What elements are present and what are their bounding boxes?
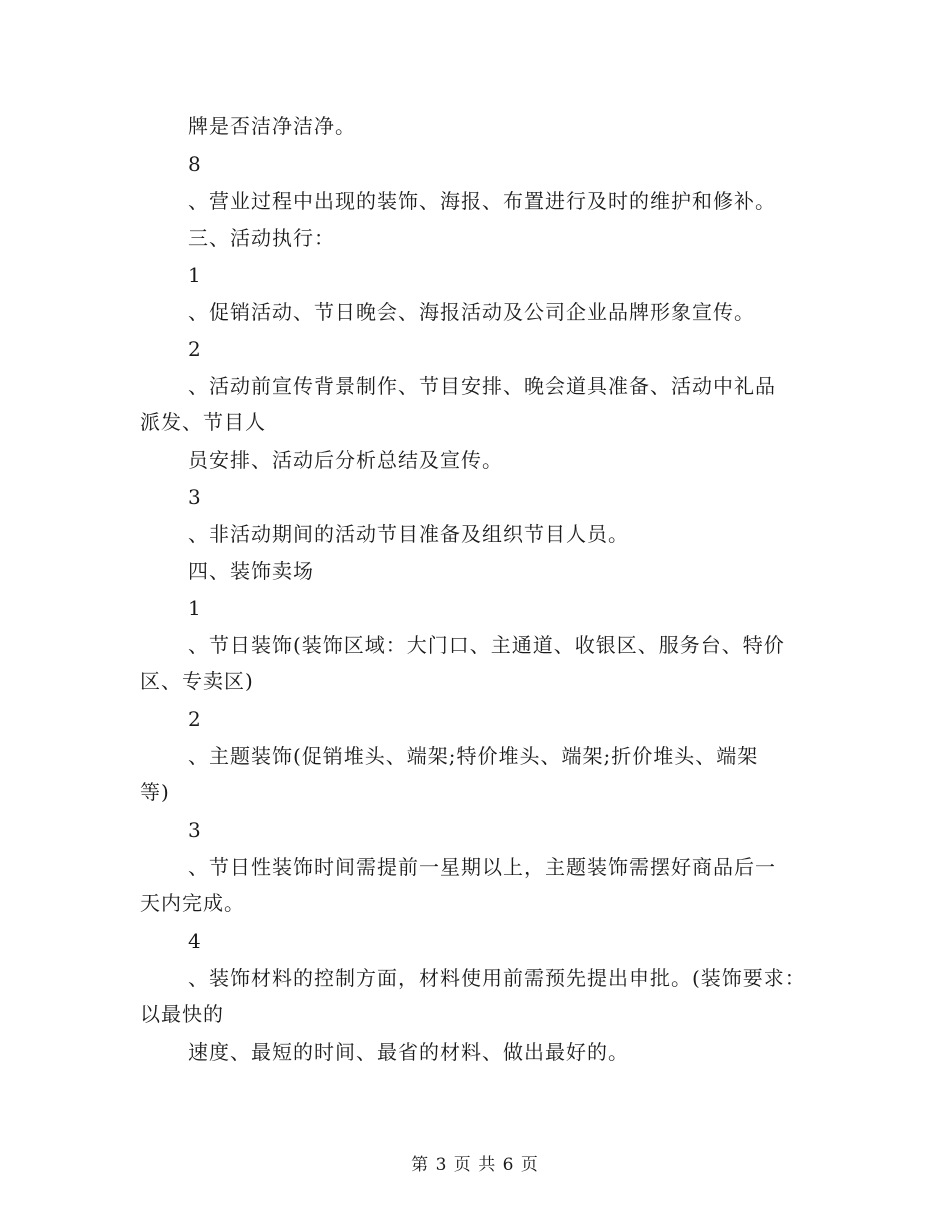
text-line: 、装饰材料的控制方面，材料使用前需预先提出申批。(装饰要求： xyxy=(188,966,806,990)
text-line: 派发、节目人 xyxy=(140,410,266,434)
text-line: 以最快的 xyxy=(140,1002,224,1026)
list-number: 1 xyxy=(188,263,202,287)
text-line: 区、专卖区) xyxy=(140,669,254,693)
list-number: 3 xyxy=(188,818,202,842)
text-line: 、节日装饰(装饰区域：大门口、主通道、收银区、服务台、特价 xyxy=(188,633,785,657)
list-number: 1 xyxy=(188,596,202,620)
list-number: 8 xyxy=(188,152,202,176)
text-line: 等) xyxy=(140,780,170,804)
text-line: 、活动前宣传背景制作、节目安排、晚会道具准备、活动中礼品 xyxy=(188,374,776,398)
text-line: 速度、最短的时间、最省的材料、做出最好的。 xyxy=(188,1040,629,1064)
text-line: 、非活动期间的活动节目准备及组织节目人员。 xyxy=(188,522,629,546)
text-line: 、营业过程中出现的装饰、海报、布置进行及时的维护和修补。 xyxy=(188,189,776,213)
text-line: 、节日性装饰时间需提前一星期以上，主题装饰需摆好商品后一 xyxy=(188,855,776,879)
text-line: 、主题装饰(促销堆头、端架;特价堆头、端架;折价堆头、端架 xyxy=(188,744,759,768)
page-footer: 第 3 页 共 6 页 xyxy=(411,1155,539,1175)
text-line: 天内完成。 xyxy=(140,891,245,915)
list-number: 2 xyxy=(188,337,202,361)
list-number: 2 xyxy=(188,707,202,731)
list-number: 3 xyxy=(188,485,202,509)
list-number: 4 xyxy=(188,929,202,953)
text-line: 、促销活动、节日晚会、海报活动及公司企业品牌形象宣传。 xyxy=(188,300,755,324)
text-line: 员安排、活动后分析总结及宣传。 xyxy=(188,448,503,472)
text-line: 牌是否洁净洁净。 xyxy=(188,114,356,138)
section-heading: 四、装饰卖场 xyxy=(188,559,314,583)
section-heading: 三、活动执行： xyxy=(188,226,335,250)
